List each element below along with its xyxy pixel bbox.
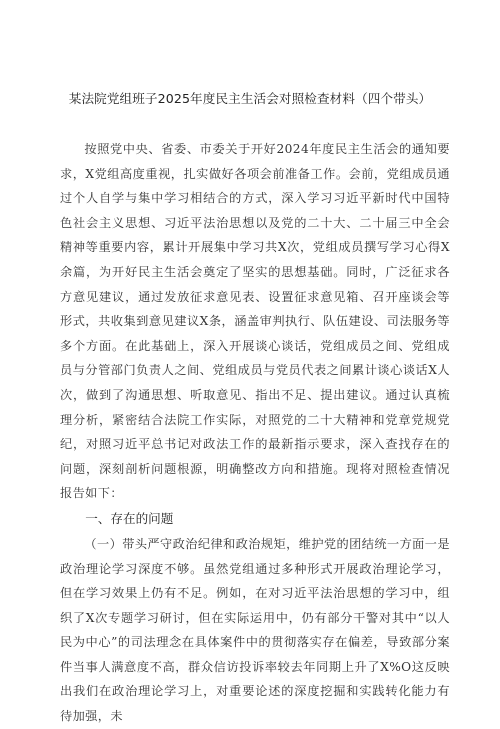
intro-paragraph: 按照党中央、省委、市委关于开好2024年度民主生活会的通知要求，X党组高度重视，扎实做好各项会前准备工作。会前，党组成员通过个人自学与集中学习相结合的方式，深入学习习近平新时代中国特色社会主义思想、习近平法治思想以及党的二十大、二十届三中全会精神等重要内容，累计开展集中学习共X次，党组成员撰写学习心得X余篇，为开好民主生活会奠定了坚实的思想基础。同时，广泛征求各方意见建议，通过发放征求意见表、设置征求意见箱、召开座谈会等形式，共收集到意见建议X条，涵盖审判执行、队伍建设、司法服务等多个方面。在此基础上，深入开展谈心谈话，党组成员之间、党组成员与分管部门负责人之间、党组成员与党员代表之间累计谈心谈话X人次，做到了沟通思想、听取意见、指出不足、提出建议。通过认真梳理分析，紧密结合法院工作实际，对照党的二十大精神和党章党规党纪，对照习近平总书记对政法工作的最新指示要求，深入查找存在的问题，深刻剖析问题根源，明确整改方向和措施。现将对照检查情况报告如下： — [60, 142, 450, 501]
document-title: 某法院党组班子2025年度民主生活会对照检查材料（四个带头） — [68, 91, 432, 106]
section-heading: 一、存在的问题 — [85, 510, 174, 526]
document-body — [60, 137, 450, 729]
section-paragraph: （一）带头严守政治纪律和政治规矩，维护党的团结统一方面一是政治理论学习深度不够。虽然党组通过多种形式开展政治理论学习，但在学习效果上仍有不足。例如，在对习近平法治思想的学习中，组织了X次专题学习研讨，但在实际运用中，仍有部分干警对其中“以人民为中心”的司法理念在具体案件中的贯彻落实存在偏差，导致部分案件当事人满意度不高，群众信访投诉率较去年同期上升了X%O这反映出我们在政治理论学习上，对重要论述的深度挖掘和实践转化能力有待加强，未 — [60, 536, 450, 724]
